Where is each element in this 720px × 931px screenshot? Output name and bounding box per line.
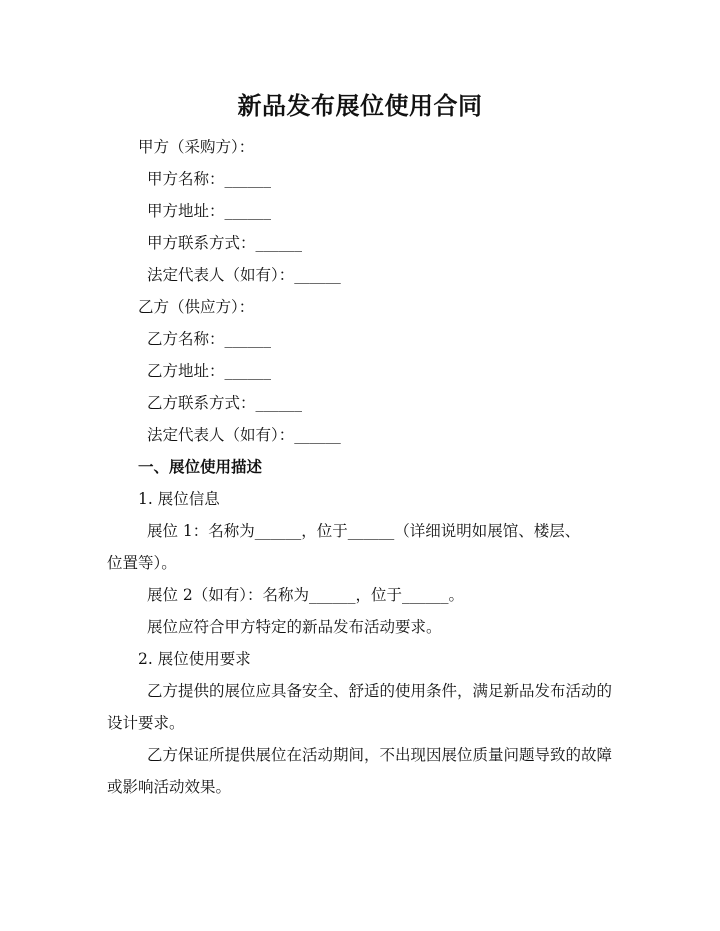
party-a-address-field: 甲方地址：______: [147, 202, 272, 220]
party-a-contact-field: 甲方联系方式：______: [147, 234, 303, 252]
booth-2-line: 展位 2（如有）：名称为______，位于______。: [147, 586, 465, 604]
booth-requirement-line: 展位应符合甲方特定的新品发布活动要求。: [147, 618, 442, 636]
document-title: 新品发布展位使用合同: [237, 91, 483, 120]
subsection-2-heading: 2. 展位使用要求: [138, 650, 251, 668]
party-a-header: 甲方（采购方）：: [138, 138, 255, 156]
booth-1-line-1: 展位 1：名称为______，位于______（详细说明如展馆、楼层、: [147, 522, 581, 540]
usage-paragraph-1: 乙方提供的展位应具备安全、舒适的使用条件，满足新品发布活动的设计要求。: [107, 682, 613, 732]
party-b-contact-field: 乙方联系方式：______: [147, 394, 303, 412]
party-b-legal-rep-field: 法定代表人（如有）：______: [147, 426, 341, 444]
party-b-header: 乙方（供应方）：: [138, 298, 255, 316]
usage-paragraph-2: 乙方保证所提供展位在活动期间，不出现因展位质量问题导致的故障或影响活动效果。: [107, 746, 613, 796]
section-1-heading: 一、展位使用描述: [138, 457, 263, 476]
party-b-address-field: 乙方地址：______: [147, 362, 272, 380]
party-a-legal-rep-field: 法定代表人（如有）：______: [147, 266, 341, 284]
party-b-name-field: 乙方名称：______: [147, 330, 272, 348]
party-a-name-field: 甲方名称：______: [147, 170, 272, 188]
subsection-1-heading: 1. 展位信息: [138, 490, 220, 508]
booth-1-line-2: 位置等）。: [107, 554, 177, 572]
